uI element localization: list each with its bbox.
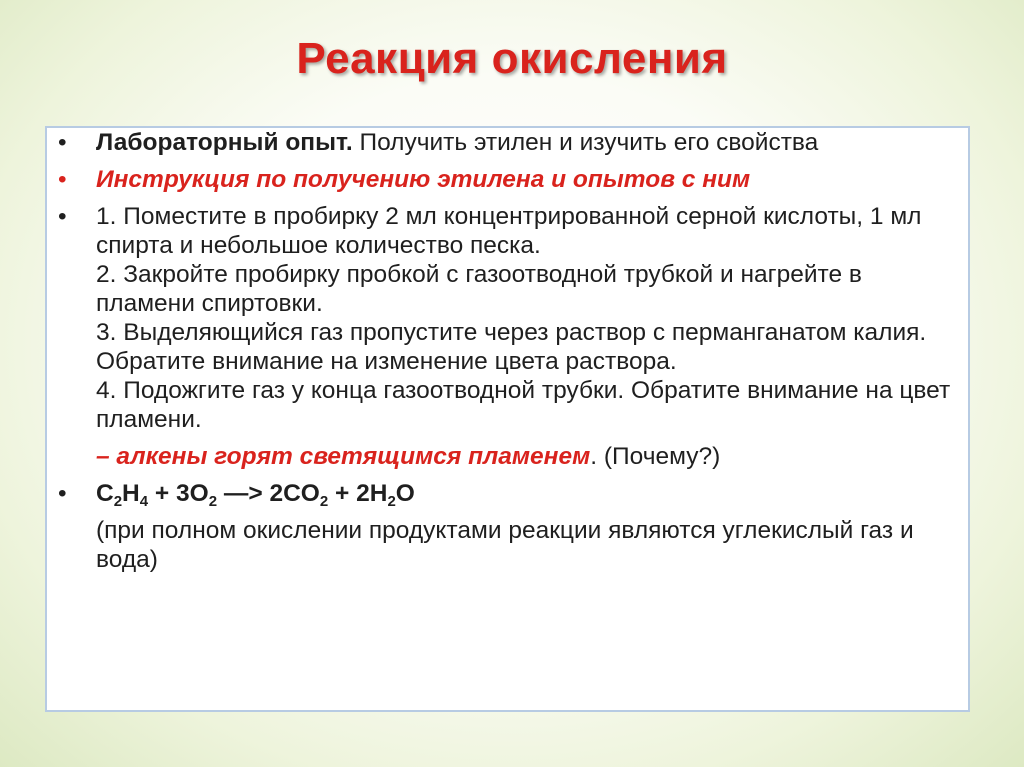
bullet-icon: • xyxy=(58,203,67,230)
bullet-icon: • xyxy=(58,480,67,507)
bullet-icon: • xyxy=(58,129,67,156)
bullet-icon: • xyxy=(58,166,67,193)
formula-note: (при полном окислении продуктами реакции являются углекислый газ и вода) xyxy=(96,517,914,573)
lab-label: Лабораторный опыт. xyxy=(96,129,353,156)
step-2: 2. Закройте пробирку пробкой с газоотводной трубкой и нагрейте в пламени спиртовки. xyxy=(96,261,862,317)
lab-text: Получить этилен и изучить его свойства xyxy=(352,129,819,156)
instruction-heading: Инструкция по получению этилена и опытов с ним xyxy=(96,166,751,193)
formula-note-line xyxy=(58,516,958,574)
bullet-instruction xyxy=(58,165,958,194)
bullet-formula xyxy=(58,479,958,508)
slide-title: Реакция окисления xyxy=(296,34,728,83)
reaction-formula: $C_2H_4 + 3O_2$ —> $2CO_2 + 2H_2O$ xyxy=(96,480,415,510)
bullet-list xyxy=(58,128,958,582)
bullet-lab-experiment xyxy=(58,128,958,157)
step-3: 3. Выделяющийся газ пропустите через раствор с перманганатом калия. Обратите внимание на изменение цвета раствора. xyxy=(96,319,927,375)
bullet-steps xyxy=(58,202,958,434)
step-4: 4. Подожгите газ у конца газоотводной трубки. Обратите внимание на цвет пламени. xyxy=(96,377,951,433)
step-1: 1. Поместите в пробирку 2 мл концентрированной серной кислоты, 1 мл спирта и небольшое количество песка. xyxy=(96,203,922,259)
alkene-conclusion: – алкены горят светящимся пламенем xyxy=(96,443,591,470)
alkene-question: . (Почему?) xyxy=(590,443,721,470)
alkene-conclusion-line xyxy=(58,442,958,471)
